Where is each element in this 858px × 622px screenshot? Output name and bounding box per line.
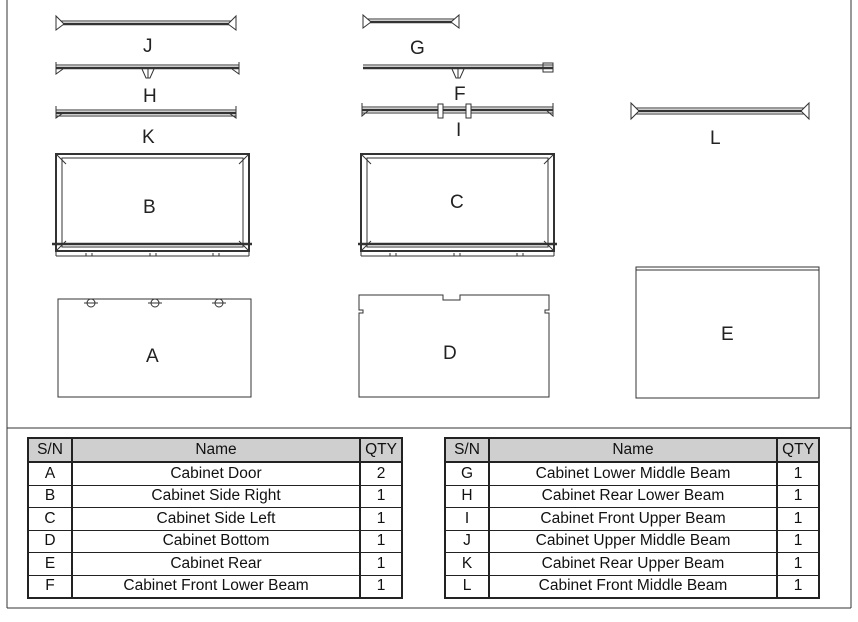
cell-name: Cabinet Lower Middle Beam <box>489 462 777 485</box>
label-part-j: J <box>143 36 153 57</box>
cell-sn: F <box>28 575 72 598</box>
cell-qty: 1 <box>793 577 803 595</box>
table-header-row <box>28 438 402 462</box>
cell-sn: A <box>28 462 72 485</box>
cell-name: Cabinet Side Right <box>72 485 360 508</box>
table-row <box>445 508 819 531</box>
cell-qty: 1 <box>777 462 819 485</box>
part-labels <box>142 36 734 367</box>
cell-sn: B <box>28 485 72 508</box>
table-row <box>28 462 402 485</box>
label-part-i: I <box>456 120 462 141</box>
beam-part-l <box>631 103 809 119</box>
header-qty: QTY <box>777 438 819 462</box>
cell-name: Cabinet Rear Lower Beam <box>489 485 777 508</box>
table-row <box>445 575 819 598</box>
cell-sn: J <box>445 530 489 553</box>
cell-qty: 1 <box>777 530 819 553</box>
table-row <box>28 485 402 508</box>
cell-sn: H <box>445 485 489 508</box>
table-row <box>28 508 402 531</box>
parts-table-right <box>444 437 820 599</box>
cell-qty: 1 <box>376 577 386 595</box>
cell-qty: 1 <box>777 485 819 508</box>
header-sn: S/N <box>445 438 489 462</box>
cell-sn: G <box>445 462 489 485</box>
label-part-b: B <box>143 197 156 218</box>
cell-name: Cabinet Side Left <box>72 508 360 531</box>
cell-name: Cabinet Upper Middle Beam <box>489 530 777 553</box>
cell-sn: E <box>28 553 72 576</box>
cell-qty: 1 <box>777 553 819 576</box>
cell-name: Cabinet Rear Upper Beam <box>489 553 777 576</box>
table-row <box>28 575 402 598</box>
label-part-l: L <box>710 128 721 149</box>
table-row <box>445 485 819 508</box>
label-part-d: D <box>443 343 457 364</box>
label-part-k: K <box>142 127 155 148</box>
cell-name: Cabinet Front Upper Beam <box>489 508 777 531</box>
table-row <box>28 530 402 553</box>
cell-qty: 1 <box>360 508 402 531</box>
cell-name: Cabinet Bottom <box>72 530 360 553</box>
cell-sn: K <box>445 553 489 576</box>
parts-table-left <box>27 437 403 599</box>
cell-qty: 2 <box>360 462 402 485</box>
cell-sn: C <box>28 508 72 531</box>
cell-sn: L <box>445 575 489 598</box>
cell-name: Cabinet Front Lower Beam <box>72 575 360 598</box>
beam-part-f <box>363 63 553 78</box>
label-part-a: A <box>146 346 159 367</box>
table-row <box>445 462 819 485</box>
cell-name: Cabinet Door <box>72 462 360 485</box>
cell-qty: 1 <box>360 530 402 553</box>
beam-part-i <box>362 103 553 118</box>
cell-sn: D <box>28 530 72 553</box>
header-sn: S/N <box>28 438 72 462</box>
cell-qty: 1 <box>777 508 819 531</box>
beam-part-h <box>56 62 239 78</box>
label-part-h: H <box>143 86 157 107</box>
cell-name: Cabinet Front Middle Beam <box>489 575 777 598</box>
header-name: Name <box>72 438 360 462</box>
cell-qty: 1 <box>360 553 402 576</box>
cell-sn: I <box>445 508 489 531</box>
header-qty: QTY <box>360 438 402 462</box>
beam-part-k <box>56 106 236 118</box>
label-part-e: E <box>721 324 734 345</box>
table-row <box>28 553 402 576</box>
table-row <box>445 530 819 553</box>
cell-name: Cabinet Rear <box>72 553 360 576</box>
beam-part-j <box>56 16 236 30</box>
label-part-f: F <box>454 84 466 105</box>
header-name: Name <box>489 438 777 462</box>
beam-part-g <box>363 15 459 28</box>
label-part-c: C <box>450 192 464 213</box>
label-part-g: G <box>410 38 425 59</box>
table-header-row <box>445 438 819 462</box>
table-row <box>445 553 819 576</box>
cell-qty: 1 <box>360 485 402 508</box>
